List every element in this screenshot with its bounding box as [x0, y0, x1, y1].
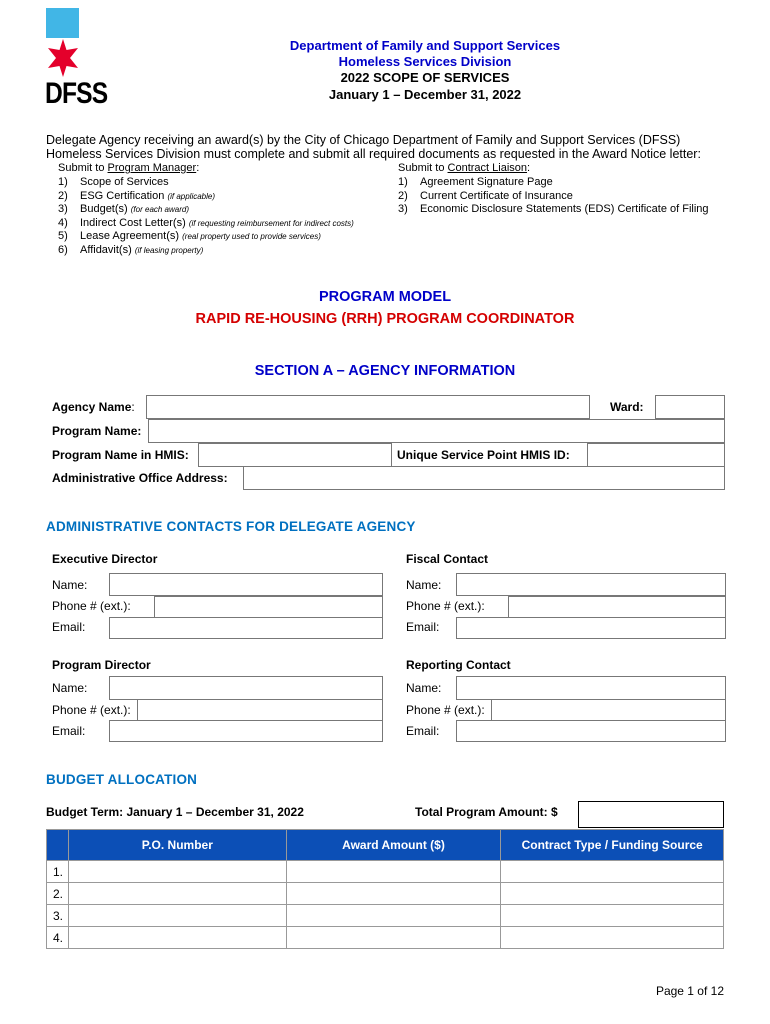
logo-text: DFSS: [45, 77, 108, 110]
po-number-cell[interactable]: [68, 927, 286, 949]
address-field[interactable]: [243, 466, 725, 490]
award-amount-cell[interactable]: [286, 883, 501, 905]
budget-heading: BUDGET ALLOCATION: [46, 772, 198, 787]
pd-email-label: Email:: [52, 724, 86, 738]
hmis-id-field[interactable]: [587, 443, 725, 467]
address-label: Administrative Office Address:: [52, 471, 228, 485]
pd-name-field[interactable]: [109, 676, 383, 700]
program-name-label: Program Name:: [52, 424, 142, 438]
contract-liaison-link: Contract Liaison: [447, 162, 528, 174]
manager-list: [58, 176, 354, 257]
manager-heading: Submit to Program Manager:: [58, 162, 200, 174]
liaison-heading: Submit to Contract Liaison:: [398, 162, 531, 174]
liaison-item: 2) Current Certificate of Insurance: [398, 189, 573, 202]
manager-item: 1) Scope of Services: [58, 176, 169, 188]
funding-source-cell[interactable]: [501, 883, 724, 905]
section-a-heading: SECTION A – AGENCY INFORMATION: [254, 363, 516, 379]
pd-name-label: Name:: [52, 681, 88, 695]
pd-phone-field[interactable]: [137, 699, 383, 721]
table-row: [47, 927, 724, 949]
po-number-cell[interactable]: [68, 861, 286, 883]
row-number: 1.: [47, 861, 69, 883]
total-amount-field[interactable]: [578, 801, 724, 828]
fiscal-email-field[interactable]: [456, 617, 726, 639]
header-department: Department of Family and Support Services: [289, 38, 561, 53]
exec-email-label: Email:: [52, 620, 86, 634]
pd-phone-label: Phone # (ext.):: [52, 703, 131, 717]
exec-phone-field[interactable]: [154, 596, 383, 618]
funding-source-cell[interactable]: [501, 927, 724, 949]
ward-label: Ward:: [610, 400, 644, 414]
exec-email-field[interactable]: [109, 617, 383, 639]
logo-square: [46, 8, 79, 38]
program-manager-link: Program Manager: [107, 162, 197, 174]
column-header: [47, 830, 69, 861]
row-number: 4.: [47, 927, 69, 949]
row-number: 2.: [47, 883, 69, 905]
fiscal-name-field[interactable]: [456, 573, 726, 596]
table-row: [47, 883, 724, 905]
program-name-field[interactable]: [148, 419, 725, 443]
program-title: RAPID RE-HOUSING (RRH) PROGRAM COORDINATOR: [195, 311, 575, 327]
po-number-cell[interactable]: [68, 905, 286, 927]
po-number-cell[interactable]: [68, 883, 286, 905]
fiscal-email-label: Email:: [406, 620, 440, 634]
fiscal-phone-label: Phone # (ext.):: [406, 599, 485, 613]
rc-email-label: Email:: [406, 724, 440, 738]
award-amount-cell[interactable]: [286, 861, 501, 883]
executive-director-label: Executive Director: [52, 552, 158, 566]
agency-name-field[interactable]: [146, 395, 590, 419]
header-division: Homeless Services Division: [338, 54, 512, 69]
table-row: [47, 861, 724, 883]
program-name-hmis-label: Program Name in HMIS:: [52, 448, 189, 462]
exec-name-label: Name:: [52, 578, 88, 592]
liaison-item: 1) Agreement Signature Page: [398, 176, 553, 188]
exec-name-field[interactable]: [109, 573, 383, 596]
rc-name-label: Name:: [406, 681, 442, 695]
agency-name-label: Agency Name:: [52, 400, 135, 414]
rc-name-field[interactable]: [456, 676, 726, 700]
table-row: [47, 905, 724, 927]
rc-phone-field[interactable]: [491, 699, 726, 721]
pd-email-field[interactable]: [109, 720, 383, 742]
liaison-list: [398, 176, 709, 217]
program-director-label: Program Director: [52, 658, 151, 672]
fiscal-phone-field[interactable]: [508, 596, 726, 618]
star-icon: [46, 38, 80, 78]
header-scope: 2022 SCOPE OF SERVICES: [340, 70, 510, 85]
award-amount-cell[interactable]: [286, 905, 501, 927]
budget-table: [46, 829, 724, 949]
column-header: Award Amount ($): [286, 830, 501, 861]
award-amount-cell[interactable]: [286, 927, 501, 949]
funding-source-cell[interactable]: [501, 861, 724, 883]
contacts-heading: ADMINISTRATIVE CONTACTS FOR DELEGATE AGENCY: [46, 519, 416, 534]
hmis-id-label: Unique Service Point HMIS ID:: [397, 448, 570, 462]
intro-line-1: Delegate Agency receiving an award(s) by the City of Chicago Department of Family and Support Services (DFSS): [46, 133, 681, 147]
manager-item: 4) Indirect Cost Letter(s) (if requesting reimbursement for indirect costs): [58, 216, 354, 229]
row-number: 3.: [47, 905, 69, 927]
budget-table-header: [47, 830, 724, 861]
fiscal-contact-label: Fiscal Contact: [406, 552, 489, 566]
page-number: Page 1 of 12: [655, 984, 724, 998]
column-header: Contract Type / Funding Source: [501, 830, 724, 861]
total-amount-label: Total Program Amount: $: [415, 805, 558, 819]
manager-item: 5) Lease Agreement(s) (real property used to provide services): [58, 230, 321, 242]
exec-phone-label: Phone # (ext.):: [52, 599, 131, 613]
manager-item: 6) Affidavit(s) (if leasing property): [58, 243, 204, 256]
reporting-contact-label: Reporting Contact: [406, 658, 511, 672]
liaison-item: 3) Economic Disclosure Statements (EDS) Certificate of Filing: [398, 203, 709, 215]
fiscal-name-label: Name:: [406, 578, 442, 592]
program-name-hmis-field[interactable]: [198, 443, 392, 467]
manager-item: 2) ESG Certification (if applicable): [58, 189, 216, 202]
ward-field[interactable]: [655, 395, 725, 419]
rc-phone-label: Phone # (ext.):: [406, 703, 485, 717]
rc-email-field[interactable]: [456, 720, 726, 742]
manager-item: 3) Budget(s) (for each award): [58, 203, 190, 215]
header-period: January 1 – December 31, 2022: [328, 87, 522, 102]
intro-line-2: Homeless Services Division must complete and submit all required documents as requested in the Award Notice letter:: [46, 147, 701, 161]
column-header: P.O. Number: [68, 830, 286, 861]
program-model-heading: PROGRAM MODEL: [318, 289, 452, 305]
budget-term: Budget Term: January 1 – December 31, 2022: [46, 805, 304, 819]
funding-source-cell[interactable]: [501, 905, 724, 927]
